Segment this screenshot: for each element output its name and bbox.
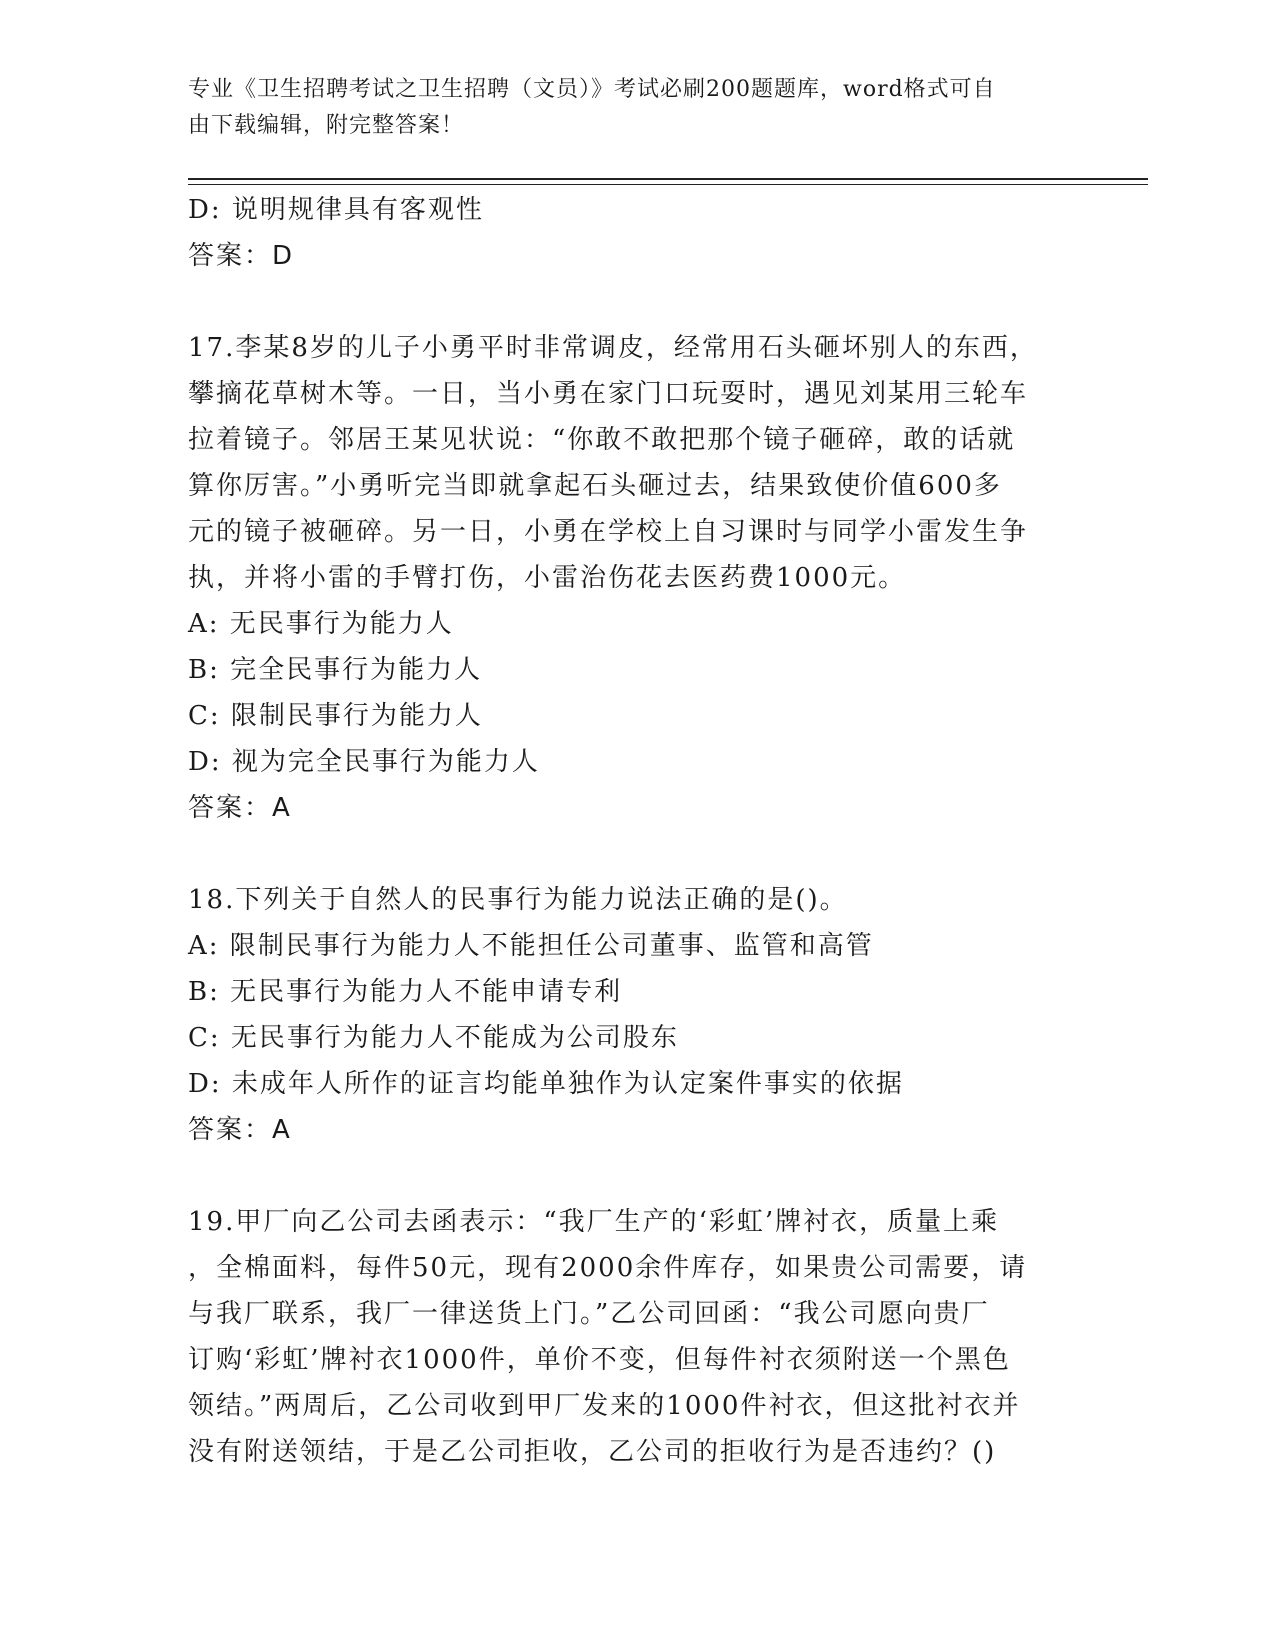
q18-option-a: A: 限制民事行为能力人不能担任公司董事、监管和高管	[188, 931, 874, 961]
q17-option-c: C: 限制民事行为能力人	[188, 701, 483, 731]
q17-stem-line: 拉着镜子。邻居王某见状说：“你敢不敢把那个镜子砸碎，敢的话就	[188, 425, 1016, 455]
q17-option-d: D: 视为完全民事行为能力人	[188, 747, 540, 777]
header-line-2: 由下载编辑，附完整答案！	[188, 113, 465, 138]
q17-stem-line: 执，并将小雷的手臂打伤，小雷治伤花去医药费1000元。	[188, 563, 907, 593]
q19-stem-line: 订购‘彩虹’牌衬衣1000件，单价不变，但每件衬衣须附送一个黑色	[188, 1345, 1011, 1375]
document-body	[188, 187, 1148, 1475]
question-18	[188, 877, 1148, 1153]
q17-answer: 答案：A	[188, 793, 292, 823]
spacer	[188, 1153, 1148, 1199]
q19-stem-line: ，全棉面料，每件50元，现有2000余件库存，如果贵公司需要，请	[188, 1253, 1028, 1283]
q18-answer: 答案：A	[188, 1115, 292, 1145]
q19-stem-line: 与我厂联系，我厂一律送货上门。”乙公司回函：“我公司愿向贵厂	[188, 1299, 990, 1329]
q17-stem-line: 攀摘花草树木等。一日，当小勇在家门口玩耍时，遇见刘某用三轮车	[188, 379, 1029, 409]
q16-answer: 答案：D	[188, 241, 295, 271]
spacer	[188, 831, 1148, 877]
q18-option-b: B: 无民事行为能力人不能申请专利	[188, 977, 623, 1007]
header-rule-thin	[188, 184, 1148, 185]
q18-stem-line: 18.下列关于自然人的民事行为能力说法正确的是()。	[188, 885, 848, 915]
header-rule-thick	[188, 178, 1148, 180]
question-17	[188, 325, 1148, 831]
spacer	[188, 279, 1148, 325]
q18-option-d: D: 未成年人所作的证言均能单独作为认定案件事实的依据	[188, 1069, 904, 1099]
q19-stem-line: 领结。”两周后，乙公司收到甲厂发来的1000件衬衣，但这批衬衣并	[188, 1391, 1021, 1421]
q19-stem-line: 19.甲厂向乙公司去函表示：“我厂生产的‘彩虹’牌衬衣，质量上乘	[188, 1207, 1000, 1237]
page-header	[188, 72, 1088, 144]
q17-option-b: B: 完全民事行为能力人	[188, 655, 483, 685]
q19-stem-line: 没有附送领结，于是乙公司拒收，乙公司的拒收行为是否违约？()	[188, 1437, 997, 1467]
q18-option-c: C: 无民事行为能力人不能成为公司股东	[188, 1023, 679, 1053]
q17-option-a: A: 无民事行为能力人	[188, 609, 454, 639]
q17-stem-line: 17.李某8岁的儿子小勇平时非常调皮，经常用石头砸坏别人的东西，	[188, 333, 1038, 363]
question-19	[188, 1199, 1148, 1475]
q17-stem-line: 元的镜子被砸碎。另一日，小勇在学校上自习课时与同学小雷发生争	[188, 517, 1029, 547]
q17-stem-line: 算你厉害。”小勇听完当即就拿起石头砸过去，结果致使价值600多	[188, 471, 1002, 501]
header-line-1: 专业《卫生招聘考试之卫生招聘（文员）》考试必刷200题题库，word格式可自	[188, 77, 996, 102]
q16-option-d: D: 说明规律具有客观性	[188, 195, 484, 225]
